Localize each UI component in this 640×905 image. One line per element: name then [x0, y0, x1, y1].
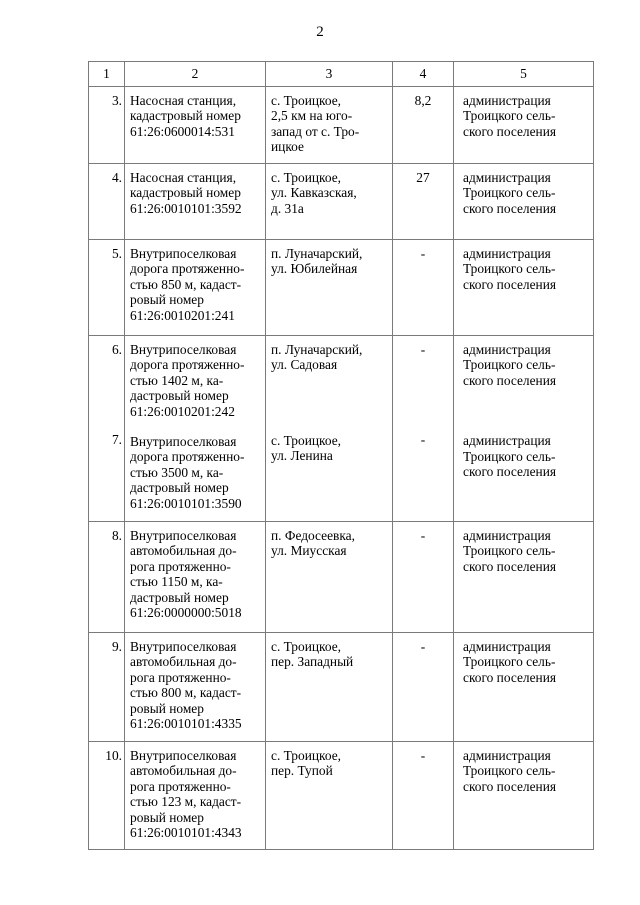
cell-line: администрация	[463, 748, 551, 763]
cell-line: -	[420, 246, 426, 261]
cell-line: стью 1150 м, ка-	[130, 574, 223, 590]
cell-line: администрация	[463, 528, 551, 543]
cell-line: ул. Садовая	[271, 357, 338, 373]
cell-line: стью 800 м, кадаст-	[130, 685, 242, 701]
cell-line: 61:26:0010101:3590	[130, 495, 242, 511]
cell-line: 61:26:0000000:5018	[130, 605, 242, 621]
address-cell	[266, 336, 393, 522]
cell-line: кадастровый номер	[130, 108, 241, 124]
cell-line: 61:26:0010101:3592	[130, 200, 242, 216]
cell-line: д. 31а	[271, 200, 304, 216]
area-cell	[393, 87, 454, 164]
column-header: 5	[454, 62, 594, 87]
cell-line: ровый номер	[130, 809, 204, 825]
cell-line: Внутрипоселковая	[130, 342, 237, 357]
cell-line: 9.	[111, 639, 122, 654]
cell-line: ского поселения	[463, 372, 557, 388]
area-cell	[393, 336, 454, 522]
cell-line: 61:26:0010201:242	[130, 403, 235, 419]
cell-line: -	[420, 342, 426, 357]
property-table	[88, 61, 594, 850]
cell-line: ицкое	[271, 139, 304, 155]
object-name-cell	[125, 742, 266, 850]
owner-cell	[454, 633, 594, 742]
table-row	[89, 742, 594, 850]
row-number-cell	[89, 87, 125, 164]
cell-line: дастровый номер	[130, 388, 229, 404]
row-number-cell	[89, 336, 125, 522]
cell-line: -	[420, 748, 426, 763]
address-cell	[266, 87, 393, 164]
cell-line: стью 850 м, кадаст-	[130, 276, 242, 292]
cell-line: -	[420, 639, 426, 654]
cell-line: 4.	[111, 170, 122, 185]
cell-line: ского поселения	[463, 200, 557, 216]
address-cell	[266, 522, 393, 633]
cell-line: стью 1402 м, ка-	[130, 372, 224, 388]
cell-line: ровый номер	[130, 292, 204, 308]
cell-line: Насосная станция,	[130, 170, 237, 185]
cell-line: 6.	[111, 342, 122, 357]
cell-line: Троицкого сель-	[463, 108, 556, 124]
cell-line: 61:26:0010101:4343	[130, 825, 242, 841]
row-number-cell	[89, 742, 125, 850]
table-row	[89, 522, 594, 633]
area-cell	[393, 633, 454, 742]
cell-line: ского поселения	[463, 123, 557, 139]
cell-line: администрация	[463, 639, 551, 654]
column-header: 1	[89, 62, 125, 87]
cell-line: Троицкого сель-	[463, 185, 556, 201]
cell-line: п. Федосеевка,	[271, 528, 355, 543]
cell-line: запад от с. Тро-	[271, 123, 360, 139]
cell-line: администрация	[463, 93, 551, 108]
object-name-cell	[125, 336, 266, 522]
object-name-cell	[125, 164, 266, 240]
cell-line: Троицкого сель-	[463, 763, 556, 779]
owner-cell	[454, 164, 594, 240]
cell-line: ул. Ленина	[271, 448, 333, 464]
table-header-row	[89, 62, 594, 87]
owner-cell	[454, 336, 594, 522]
owner-cell	[454, 87, 594, 164]
cell-line: кадастровый номер	[130, 185, 241, 201]
cell-line: дорога протяженно-	[130, 449, 245, 465]
cell-line: Троицкого сель-	[463, 261, 556, 277]
cell-line: с. Троицкое,	[271, 748, 342, 763]
cell-line: Насосная станция,	[130, 93, 237, 108]
cell-line: администрация	[463, 342, 551, 357]
cell-line: Троицкого сель-	[463, 654, 556, 670]
cell-line: 2,5 км на юго-	[271, 108, 353, 124]
cell-line: п. Луначарский,	[271, 342, 363, 357]
cell-line: рога протяженно-	[130, 669, 231, 685]
cell-line: администрация	[463, 246, 551, 261]
area-cell	[393, 240, 454, 336]
address-cell	[266, 742, 393, 850]
area-cell	[393, 742, 454, 850]
cell-line: ского поселения	[463, 669, 557, 685]
table-row	[89, 240, 594, 336]
cell-line: ул. Миусская	[271, 543, 347, 559]
cell-line: 7.	[111, 432, 122, 448]
cell-line: 10.	[105, 748, 122, 763]
cell-line: -	[420, 432, 426, 448]
cell-line: пер. Западный	[271, 654, 354, 670]
cell-line: ского поселения	[463, 276, 557, 292]
column-header: 3	[266, 62, 393, 87]
cell-line: ского поселения	[463, 558, 557, 574]
object-name-cell	[125, 522, 266, 633]
row-number-cell	[89, 164, 125, 240]
address-cell	[266, 633, 393, 742]
cell-line: Троицкого сель-	[463, 448, 556, 464]
address-cell	[266, 164, 393, 240]
cell-line: автомобильная до-	[130, 763, 237, 779]
cell-line: ровый номер	[130, 700, 204, 716]
cell-line: стью 123 м, кадаст-	[130, 794, 242, 810]
cell-line: дорога протяженно-	[130, 357, 245, 373]
cell-line: стью 3500 м, ка-	[130, 464, 224, 480]
address-cell	[266, 240, 393, 336]
cell-line: 8,2	[414, 93, 432, 108]
cell-line: с. Троицкое,	[271, 639, 342, 654]
cell-line: с. Троицкое,	[271, 170, 342, 185]
cell-line: автомобильная до-	[130, 654, 237, 670]
table-row	[89, 164, 594, 240]
table-row	[89, 87, 594, 164]
cell-line: дастровый номер	[130, 589, 229, 605]
cell-line: п. Луначарский,	[271, 246, 363, 261]
table-row	[89, 633, 594, 742]
cell-line: Внутрипоселковая	[130, 246, 237, 261]
cell-line: Внутрипоселковая	[130, 528, 237, 543]
row-number-cell	[89, 633, 125, 742]
cell-line: дорога протяженно-	[130, 261, 245, 277]
cell-line: Внутрипоселковая	[130, 639, 237, 654]
cell-line: 61:26:0010201:241	[130, 307, 235, 323]
column-header: 2	[125, 62, 266, 87]
cell-line: 8.	[111, 528, 122, 543]
cell-line: Троицкого сель-	[463, 543, 556, 559]
owner-cell	[454, 522, 594, 633]
object-name-cell	[125, 240, 266, 336]
cell-line: с. Троицкое,	[271, 432, 342, 448]
owner-cell	[454, 742, 594, 850]
object-name-cell	[125, 87, 266, 164]
row-number-cell	[89, 240, 125, 336]
owner-cell	[454, 240, 594, 336]
cell-line: с. Троицкое,	[271, 93, 342, 108]
cell-line: 27	[416, 170, 430, 185]
cell-line: 61:26:0010101:4335	[130, 716, 242, 732]
cell-line: ского поселения	[463, 778, 557, 794]
area-cell	[393, 522, 454, 633]
page-number: 2	[316, 24, 324, 40]
cell-line: Троицкого сель-	[463, 357, 556, 373]
cell-line: 5.	[111, 246, 122, 261]
column-header: 4	[393, 62, 454, 87]
cell-line: 61:26:0600014:531	[130, 123, 235, 139]
cell-line: администрация	[463, 433, 551, 449]
cell-line: 3.	[111, 93, 122, 108]
area-cell	[393, 164, 454, 240]
cell-line: ул. Юбилейная	[271, 261, 358, 277]
cell-line: администрация	[463, 170, 551, 185]
row-number-cell	[89, 522, 125, 633]
cell-line: Внутрипоселковая	[130, 748, 237, 763]
cell-line: рога протяженно-	[130, 778, 231, 794]
cell-line: рога протяженно-	[130, 558, 231, 574]
table-row	[89, 336, 594, 522]
cell-line: дастровый номер	[130, 480, 229, 496]
cell-line: автомобильная до-	[130, 543, 237, 559]
cell-line: пер. Тупой	[271, 763, 333, 779]
cell-line: -	[420, 528, 426, 543]
object-name-cell	[125, 633, 266, 742]
cell-line: ского поселения	[463, 464, 557, 480]
cell-line: ул. Кавказская,	[271, 185, 357, 201]
cell-line: Внутрипоселковая	[130, 434, 237, 450]
